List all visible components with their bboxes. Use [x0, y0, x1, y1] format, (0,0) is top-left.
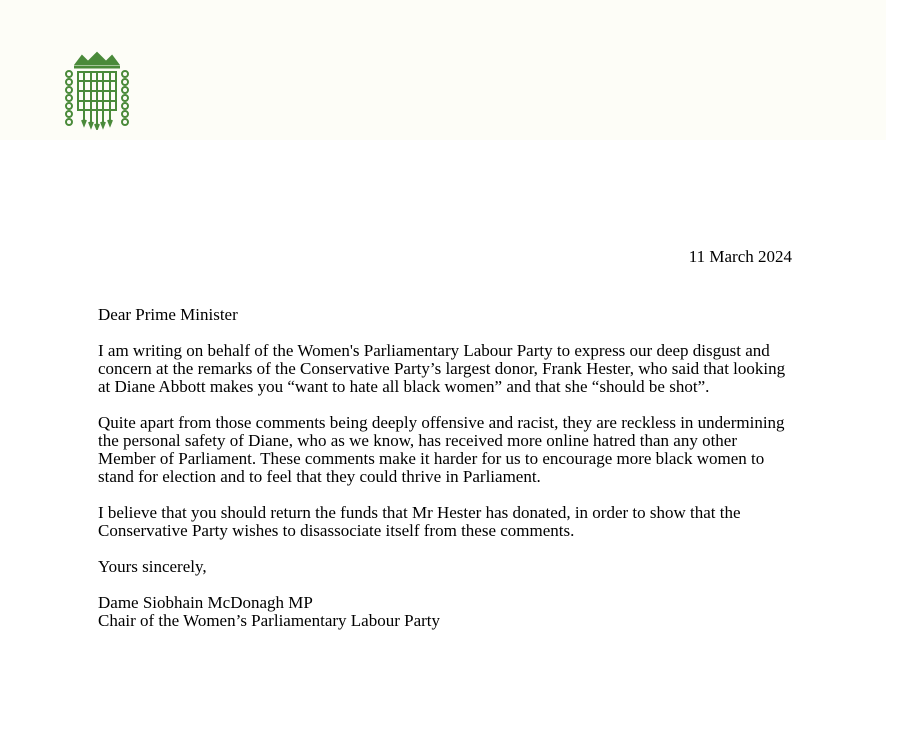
closing: Yours sincerely,: [98, 557, 207, 576]
signature-name: Dame Siobhain McDonagh MP: [98, 593, 313, 612]
letterhead-band: [0, 0, 886, 140]
body-paragraph-2: Quite apart from those comments being deeply offensive and racist, they are reckless in undermining the personal safety of Diane, who as we know, has received more online hatred than any other Member of Parliament. These comments make it harder for us to encourage more black women to stand for election and to feel that they could thrive in Parliament.: [98, 413, 785, 486]
letter-body: [98, 306, 798, 630]
portcullis-icon: [62, 50, 132, 130]
letter-date: 11 March 2024: [688, 247, 792, 266]
body-paragraph-1: I am writing on behalf of the Women's Parliamentary Labour Party to express our deep disgust and concern at the remarks of the Conservative Party’s largest donor, Frank Hester, who said that looking at Diane Abbott makes you “want to hate all black women” and that she “should be shot”.: [98, 341, 786, 396]
signature-title: Chair of the Women’s Parliamentary Labour Party: [98, 611, 441, 630]
body-paragraph-3: I believe that you should return the funds that Mr Hester has donated, in order to show that the Conservative Party wishes to disassociate itself from these comments.: [98, 503, 741, 540]
salutation: Dear Prime Minister: [98, 305, 238, 324]
